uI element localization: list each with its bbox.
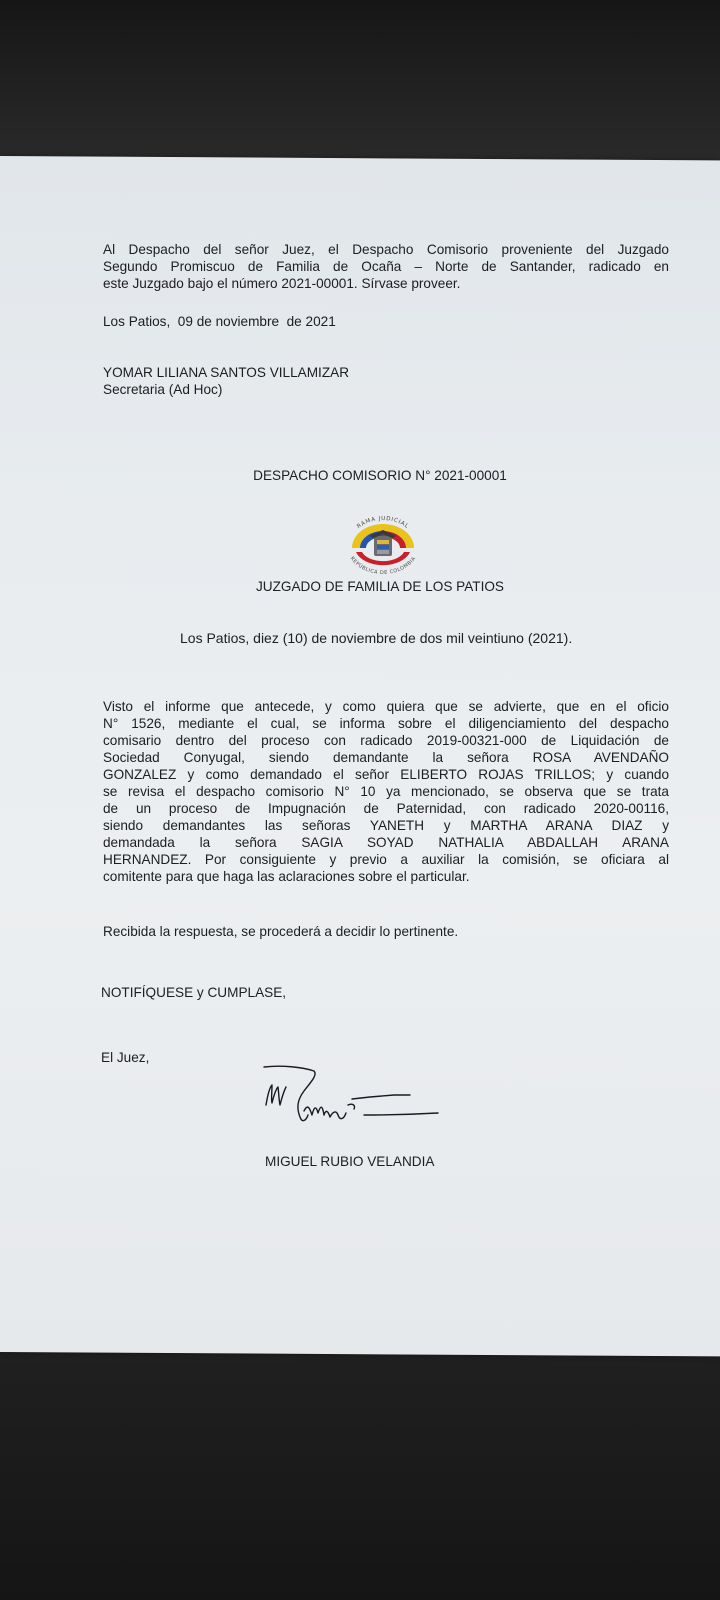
secretary-name: YOMAR LILIANA SANTOS VILLAMIZAR xyxy=(103,365,350,380)
document-heading: DESPACHO COMISORIO N° 2021-00001 xyxy=(253,468,507,483)
body-line: N° 1526, mediante el cual, se informa sobre el diligenciamiento del despacho xyxy=(103,716,669,731)
court-name: JUZGADO DE FAMILIA DE LOS PATIOS xyxy=(255,579,504,594)
seal-text-bottom: REPÚBLICA DE COLOMBIA xyxy=(348,555,418,574)
body-line: demandada la señora SAGIA SOYAD NATHALIA ABDALLAH ARANA xyxy=(103,835,669,850)
body-line: comisario dentro del proceso con radicado 2019-00321-000 de Liquidación de xyxy=(103,733,669,748)
body-line: siendo demandantes las señoras YANETH y MARTHA ARANA DIAZ y xyxy=(103,818,669,833)
rama-judicial-seal xyxy=(336,510,430,574)
body-line: Sociedad Conyugal, siendo demandante la señora ROSA AVENDAÑO xyxy=(103,750,669,765)
report-line: este Juzgado bajo el número 2021-00001. Sírvase proveer. xyxy=(103,276,461,291)
body-line: se revisa el despacho comisorio N° 10 ya mencionado, se observa que se trata xyxy=(103,784,669,799)
signer-name: MIGUEL RUBIO VELANDIA xyxy=(265,1154,435,1169)
body-line: Visto el informe que antecede, y como quiera que se advierte, que en el oficio xyxy=(103,699,669,714)
judge-signature xyxy=(252,1065,452,1145)
secretary-report xyxy=(103,241,669,292)
report-date: Los Patios, 09 de noviembre de 2021 xyxy=(103,314,336,329)
seal-text-top: RAMA JUDICIAL xyxy=(356,515,410,531)
judge-label: El Juez, xyxy=(101,1050,150,1065)
report-line: Al Despacho del señor Juez, el Despacho Comisorio proveniente del Juzgado xyxy=(103,242,669,257)
received-note: Recibida la respuesta, se procederá a decidir lo pertinente. xyxy=(103,924,459,939)
report-line: Segundo Promiscuo de Familia de Ocaña – Norte de Santander, radicado en xyxy=(103,259,669,274)
body-line: comitente para que haga las aclaraciones sobre el particular. xyxy=(103,869,470,884)
order-date: Los Patios, diez (10) de noviembre de dos mil veintiuno (2021). xyxy=(180,630,573,646)
order-body xyxy=(103,698,669,885)
secretary-role: Secretaria (Ad Hoc) xyxy=(103,382,223,397)
body-line: de un proceso de Impugnación de Paternidad, con radicado 2020-00116, xyxy=(103,801,669,816)
body-line: HERNANDEZ. Por consiguiente y previo a auxiliar la comisión, se oficiara al xyxy=(103,852,669,867)
body-line: GONZALEZ y como demandado el señor ELIBERTO ROJAS TRILLOS; y cuando xyxy=(103,767,669,782)
notify-line: NOTIFÍQUESE y CUMPLASE, xyxy=(101,985,287,1000)
